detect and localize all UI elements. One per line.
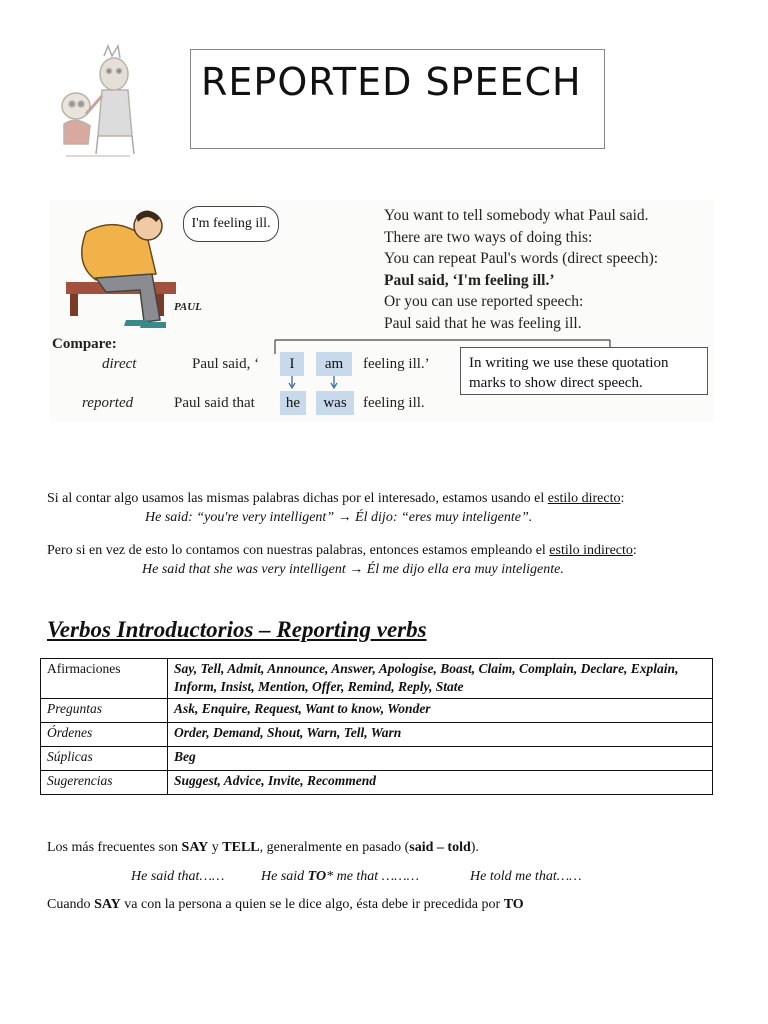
para-text: Los más frecuentes son bbox=[47, 840, 182, 855]
reporting-verbs-table bbox=[40, 658, 713, 795]
direct-example: He said: “you're very intelligent” → Él dijo: “eres muy inteligente”. bbox=[145, 510, 533, 525]
verbs-cell: Say, Tell, Admit, Announce, Answer, Apologise, Boast, Claim, Complain, Declare, Explain, Inform, Insist, Mention, Offer, Remind, Reply, State bbox=[168, 659, 713, 699]
quotation-note-box: In writing we use these quotation marks to show direct speech. bbox=[460, 347, 708, 395]
para-text: He said bbox=[261, 869, 308, 884]
direct-word-i: I bbox=[280, 352, 304, 376]
reported-speech-illustration bbox=[50, 200, 714, 422]
category-cell: Afirmaciones bbox=[41, 659, 168, 699]
verbs-cell: Ask, Enquire, Request, Want to know, Wonder bbox=[168, 699, 713, 723]
say-term: SAY bbox=[94, 897, 121, 912]
reported-suffix: feeling ill. bbox=[363, 395, 425, 411]
explanation-text bbox=[384, 205, 658, 334]
say-to-rule-line bbox=[47, 897, 524, 913]
explain-line: You can repeat Paul's words (direct speech): bbox=[384, 250, 659, 267]
estilo-indirecto-term: estilo indirecto bbox=[549, 543, 633, 558]
reported-prefix: Paul said that bbox=[174, 395, 255, 411]
explain-line: Paul said, ‘I'm feeling ill.’ bbox=[384, 271, 555, 289]
para-text: va con la persona a quien se le dice algo, ésta debe ir precedida por bbox=[120, 897, 504, 912]
para-text: Si al contar algo usamos las mismas palabras dichas por el interesado, estamos usando el bbox=[47, 491, 548, 506]
direct-label: direct bbox=[102, 356, 137, 372]
para-text: : bbox=[632, 543, 637, 558]
speaker-name-label: PAUL bbox=[174, 301, 202, 313]
reported-label: reported bbox=[82, 395, 134, 411]
estilo-directo-term: estilo directo bbox=[547, 491, 621, 506]
category-cell: Súplicas bbox=[41, 747, 168, 771]
tell-term: TELL bbox=[222, 840, 260, 855]
direct-suffix: feeling ill.’ bbox=[363, 356, 430, 372]
explain-line: Paul said that he was feeling ill. bbox=[384, 314, 582, 332]
speech-bubble: I'm feeling ill. bbox=[183, 206, 279, 242]
table-row bbox=[41, 771, 713, 795]
say-term: SAY bbox=[181, 840, 209, 855]
para-text: , generalmente en pasado ( bbox=[259, 840, 410, 855]
indirect-style-line bbox=[47, 543, 637, 559]
category-cell: Preguntas bbox=[41, 699, 168, 723]
mascot-logo-image bbox=[46, 44, 146, 162]
title-box bbox=[190, 49, 605, 149]
said-told-term: said – told bbox=[409, 840, 471, 855]
verbs-cell: Suggest, Advice, Invite, Recommend bbox=[168, 771, 713, 795]
table-row bbox=[41, 699, 713, 723]
para-text: Cuando bbox=[47, 897, 95, 912]
para-text: * me that ……… bbox=[326, 869, 420, 884]
table-row bbox=[41, 723, 713, 747]
category-cell: Sugerencias bbox=[41, 771, 168, 795]
explain-line: There are two ways of doing this: bbox=[384, 228, 593, 246]
category-cell: Órdenes bbox=[41, 723, 168, 747]
reported-word-was: was bbox=[316, 391, 354, 415]
reported-word-he: he bbox=[280, 391, 306, 415]
section-heading: Verbos Introductorios – Reporting verbs bbox=[47, 617, 427, 642]
para-text: y bbox=[208, 840, 223, 855]
direct-prefix: Paul said, ‘ bbox=[192, 356, 260, 372]
page-title: REPORTED SPEECH bbox=[201, 60, 582, 104]
example-said-that: He said that…… bbox=[131, 869, 225, 884]
table-row bbox=[41, 747, 713, 771]
explain-line: Or you can use reported speech: bbox=[384, 293, 584, 310]
direct-style-line bbox=[47, 491, 624, 507]
table-row bbox=[41, 659, 713, 699]
indirect-example: He said that she was very intelligent → Él me dijo ella era muy inteligente. bbox=[142, 562, 564, 577]
sitting-man-image bbox=[56, 204, 176, 334]
para-text: : bbox=[620, 491, 625, 506]
verbs-cell: Beg bbox=[168, 747, 713, 771]
explain-line: You want to tell somebody what Paul said. bbox=[384, 207, 649, 224]
direct-word-am: am bbox=[316, 352, 352, 376]
to-term: TO bbox=[307, 869, 327, 884]
para-text: ). bbox=[470, 840, 479, 855]
verbs-cell: Order, Demand, Shout, Warn, Tell, Warn bbox=[168, 723, 713, 747]
example-told-me: He told me that…… bbox=[470, 869, 582, 884]
example-said-to bbox=[261, 869, 419, 885]
para-text: Pero si en vez de esto lo contamos con nuestras palabras, entonces estamos empleando el bbox=[47, 543, 550, 558]
frequent-verbs-line bbox=[47, 840, 479, 856]
compare-label: Compare: bbox=[52, 336, 117, 352]
to-term: TO bbox=[503, 897, 524, 912]
